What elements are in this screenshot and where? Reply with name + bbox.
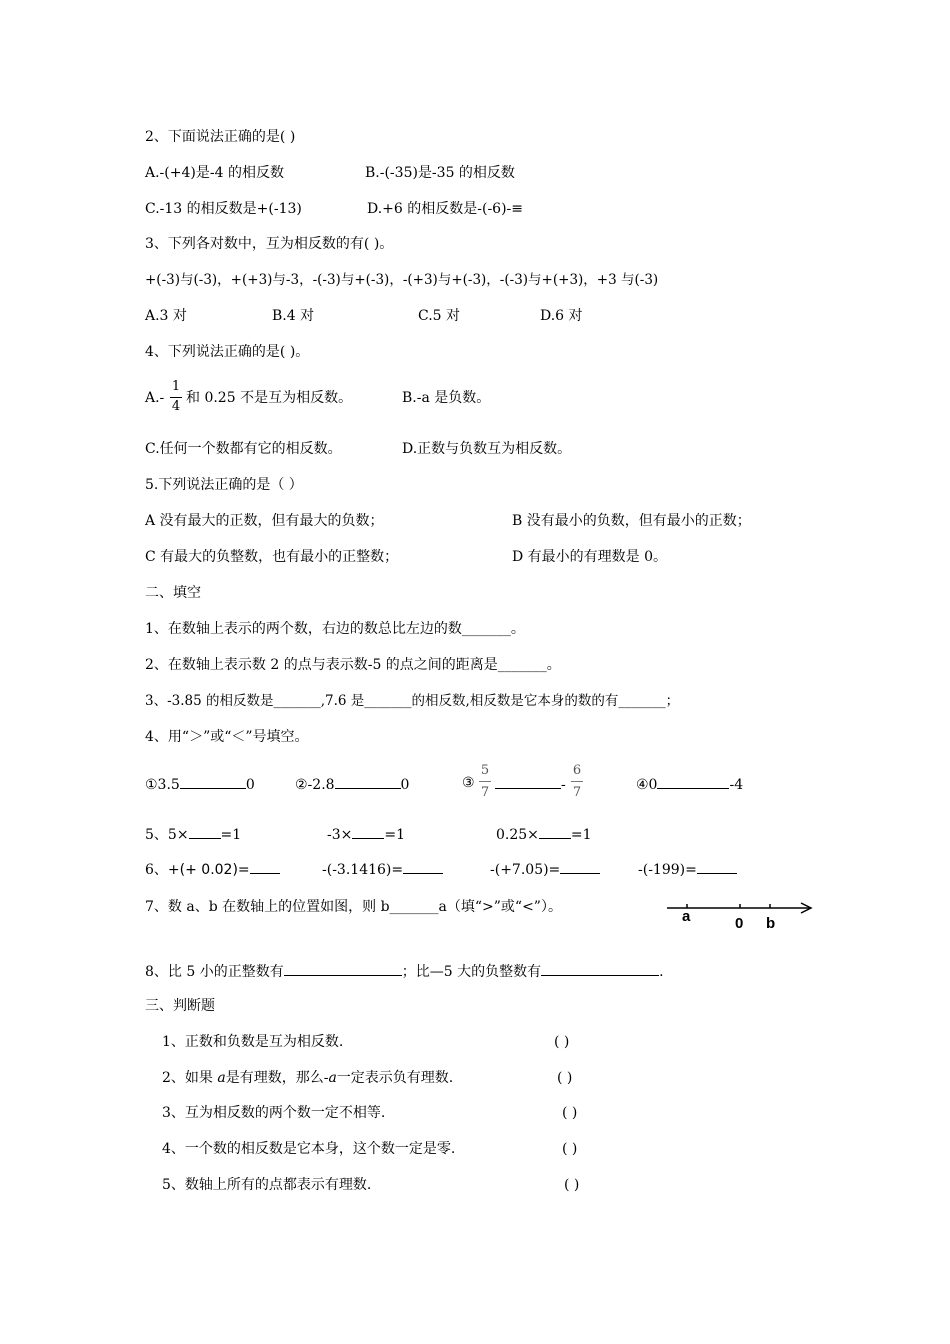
- fill-q5-item1-left: 5、5×: [145, 827, 189, 843]
- judge-q4: 4、一个数的相反数是它本身，这个数一定是零.: [162, 1141, 456, 1157]
- q3-option-c: C.5 对: [418, 308, 461, 324]
- q4-option-b: B.-a 是负数。: [402, 390, 491, 406]
- fill-q2: 2、在数轴上表示数 2 的点与表示数-5 的点之间的距离是_______。: [145, 657, 561, 673]
- fill-q4-item2-blank[interactable]: [335, 774, 401, 789]
- fill-q6-item3: [490, 859, 600, 879]
- fill-q5-item2: [327, 824, 405, 844]
- q4-option-a-prefix: A.-: [145, 390, 165, 406]
- fill-q4-item1-left: ①3.5: [145, 777, 180, 793]
- judge-q1-paren[interactable]: ( ): [554, 1034, 570, 1050]
- fill-q4-item3-denominator2: 7: [572, 785, 582, 800]
- judge-q3-paren[interactable]: ( ): [562, 1105, 578, 1121]
- q4-option-c: C.任何一个数都有它的相反数。: [145, 441, 342, 457]
- fill-q4-item3-bar2: [571, 781, 583, 782]
- fill-q8-blank1[interactable]: [284, 961, 402, 976]
- fill-q1: 1、在数轴上表示的两个数，右边的数总比左边的数_______。: [145, 621, 525, 637]
- fill-q4-item1: [145, 774, 255, 794]
- section-judge-title: 三、判断题: [145, 998, 215, 1014]
- fill-q6-item2-blank[interactable]: [403, 859, 443, 874]
- q2-option-c: C.-13 的相反数是+(-13): [145, 201, 302, 217]
- fill-q4-item4-right: -4: [729, 777, 744, 793]
- q4-fraction-numerator: 1: [171, 379, 181, 394]
- fill-q6-item3-blank[interactable]: [560, 859, 600, 874]
- fill-q8-blank2[interactable]: [541, 961, 659, 976]
- fill-q3: 3、-3.85 的相反数是_______,7.6 是_______的相反数,相反数是它本身的数的有_______；: [145, 693, 680, 709]
- fill-q4-item2-right: 0: [400, 777, 410, 793]
- section-fill-title: 二、填空: [145, 585, 201, 601]
- q4-fraction-denominator: 4: [171, 399, 181, 414]
- q5-stem: 5.下列说法正确的是（ ）: [145, 477, 303, 493]
- q3-option-b: B.4 对: [272, 308, 315, 324]
- fill-q5-item1: [145, 824, 241, 844]
- fill-q4-item1-right: 0: [245, 777, 255, 793]
- fill-q5-item3-left: 0.25×: [496, 827, 539, 843]
- fill-q8-period: .: [659, 964, 664, 980]
- fill-q5-item3-right: =1: [570, 827, 592, 843]
- fill-q6-item1-left: 6、+: [145, 862, 180, 878]
- fill-q4-item3-numerator: 5: [480, 763, 490, 778]
- fill-q6-item4: [638, 859, 737, 879]
- fill-q4-item4-left: ④0: [636, 777, 658, 793]
- fill-q5-item3: [496, 824, 592, 844]
- judge-q5: 5、数轴上所有的点都表示有理数.: [162, 1177, 372, 1193]
- fill-q8: [145, 961, 664, 981]
- q5-option-c: C 有最大的负整数，也有最小的正整数；: [145, 549, 399, 565]
- fill-q7: 7、数 a、b 在数轴上的位置如图，则 b_______a（填“>”或“<”）。: [145, 899, 562, 915]
- q4-option-d: D.正数与负数互为相反数。: [402, 441, 572, 457]
- fill-q6-item1-expr: (+ 0.02)=: [179, 862, 250, 878]
- fill-q6-item3-expr: -(+7.05)=: [490, 862, 561, 878]
- q4-stem: 4、下列说法正确的是( )。: [145, 344, 310, 360]
- judge-q2-paren[interactable]: ( ): [557, 1070, 573, 1086]
- fill-q6-item2: [322, 859, 443, 879]
- fill-q6-item1-blank[interactable]: [250, 859, 280, 874]
- judge-q2-var2: a: [328, 1070, 337, 1086]
- q5-option-d: D 有最小的有理数是 0。: [512, 549, 668, 565]
- judge-q2: [162, 1069, 453, 1087]
- q4-fraction-bar: [170, 397, 182, 398]
- number-line-figure: [667, 896, 817, 936]
- fill-q5-item2-right: =1: [384, 827, 406, 843]
- judge-q4-paren[interactable]: ( ): [562, 1141, 578, 1157]
- q3-option-d: D.6 对: [540, 308, 583, 324]
- fill-q4-item3-middle: [495, 774, 566, 794]
- q3-stem: 3、下列各对数中，互为相反数的有( )。: [145, 236, 394, 252]
- judge-q3: 3、互为相反数的两个数一定不相等.: [162, 1105, 386, 1121]
- fill-q4-item3-blank[interactable]: [495, 774, 561, 789]
- fill-q4-item3-bar: [479, 781, 491, 782]
- number-line-label-b: b: [766, 915, 776, 932]
- judge-q1: 1、正数和负数是互为相反数.: [162, 1034, 344, 1050]
- fill-q8-part1: 8、比 5 小的正整数有: [145, 964, 284, 980]
- fill-q5-item1-right: =1: [220, 827, 242, 843]
- fill-q5-item3-blank[interactable]: [539, 824, 571, 839]
- judge-q2-part2: 是有理数，那么-: [225, 1070, 329, 1086]
- fill-q5-item1-blank[interactable]: [189, 824, 221, 839]
- fill-q5-item2-blank[interactable]: [352, 824, 384, 839]
- number-line-label-a: a: [682, 908, 691, 925]
- fill-q4-item3-minus: -: [561, 777, 566, 793]
- fill-q4-item4: [636, 774, 743, 794]
- judge-q2-part3: 一定表示负有理数.: [336, 1070, 454, 1086]
- q3-pairs: +(-3)与(-3)，+(+3)与-3，-(-3)与+(-3)，-(+3)与+(-3)，-(-3)与+(+3)，+3 与(-3): [145, 272, 659, 288]
- q2-option-a: A.-(+4)是-4 的相反数: [145, 165, 284, 181]
- fill-q6-item2-expr: -(-3.1416)=: [322, 862, 404, 878]
- q5-option-b: B 没有最小的负数，但有最小的正数；: [512, 513, 751, 529]
- fill-q5-item2-left: -3×: [327, 827, 353, 843]
- judge-q2-part1: 2、如果: [162, 1070, 218, 1086]
- fill-q4-item3-numerator2: 6: [572, 763, 582, 778]
- q4-option-a-text: 和 0.25 不是互为相反数。: [186, 390, 353, 406]
- fill-q8-part2: ；比—5 大的负整数有: [401, 964, 542, 980]
- q2-option-b: B.-(-35)是-35 的相反数: [365, 165, 515, 181]
- fill-q4: 4、用“＞”或“＜”号填空。: [145, 729, 309, 745]
- fill-q6-item4-expr: -(-199)=: [638, 862, 697, 878]
- q5-option-a: A 没有最大的正数，但有最大的负数；: [145, 513, 384, 529]
- q2-stem: 2、下面说法正确的是( ): [145, 129, 296, 145]
- fill-q4-item4-blank[interactable]: [657, 774, 729, 789]
- fill-q6-item1: [145, 859, 280, 879]
- fill-q4-item2: [295, 774, 409, 794]
- fill-q4-item2-left: ②-2.8: [295, 777, 335, 793]
- fill-q4-item3-label: ③: [462, 775, 475, 791]
- judge-q5-paren[interactable]: ( ): [564, 1177, 580, 1193]
- judge-q2-var: a: [217, 1070, 226, 1086]
- fill-q4-item3-denominator: 7: [480, 785, 490, 800]
- q2-option-d: D.+6 的相反数是-(-6)-≡: [367, 201, 524, 217]
- fill-q4-item1-blank[interactable]: [180, 774, 246, 789]
- q3-option-a: A.3 对: [145, 308, 187, 324]
- number-line-label-0: 0: [735, 915, 744, 932]
- fill-q6-item4-blank[interactable]: [697, 859, 737, 874]
